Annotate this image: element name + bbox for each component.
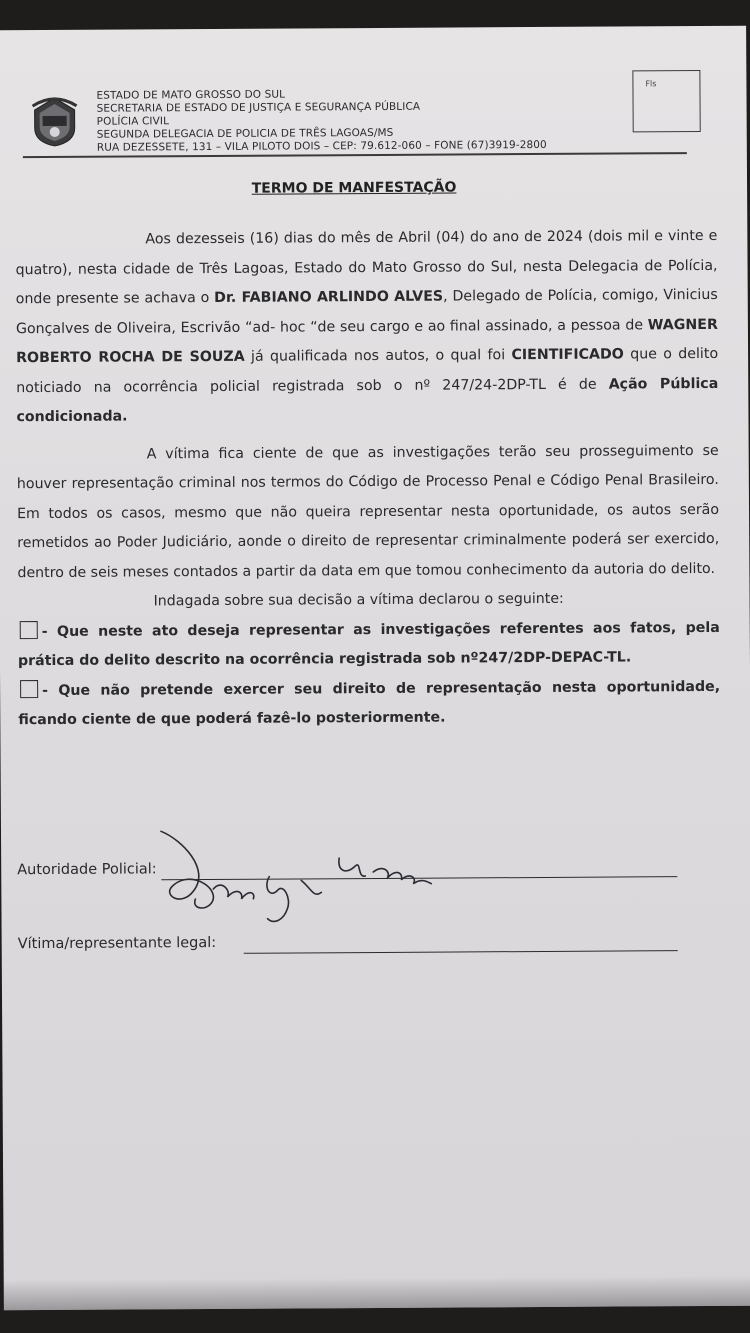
checkbox-not-represent[interactable] (20, 680, 38, 698)
fls-label: Fls (645, 79, 657, 89)
header-line-police: POLÍCIA CIVIL (96, 115, 170, 128)
header-line-address: RUA DEZESSETE, 131 – VILA PILOTO DOIS – CEP: 79.612-060 – FONE (67)3919-2800 (96, 138, 547, 154)
document-body (15, 222, 720, 736)
option-represent-text: - Que neste ato deseja representar as investigações referentes aos fatos, pela prática do delito descrito na ocorrência registrada sob nº247/2DP-DEPAC-TL. (17, 619, 720, 670)
paragraph-2: A vítima fica ciente de que as investigações terão seu prosseguimento se houver representação criminal nos termos do Código de Processo Penal e Código Penal Brasileiro. Em todos os casos, mesmo que não queira representar nesta oportunidade, os autos serão remetidos ao Poder Judiciário, aonde o direito de representar criminalmente poderá ser exercido, dentro de seis meses contados a partir da data em que tomou conhecimento da autoria do delito. (16, 442, 720, 581)
letterhead (96, 86, 656, 154)
document-page (0, 26, 750, 1311)
paper-shadow (4, 1276, 750, 1311)
paragraph-1 (15, 222, 718, 433)
p1-cientificado: CIENTIFICADO (511, 346, 624, 364)
victim-label: Vítima/representante legal: (17, 934, 217, 953)
fls-box (632, 70, 700, 132)
p1-text-e: já qualificada nos autos, o qual foi (244, 347, 512, 365)
p1-delegate-name: Dr. FABIANO ARLINDO ALVES (214, 288, 444, 306)
document-title: TERMO DE MANFESTAÇÃO (251, 179, 457, 197)
option-represent (18, 613, 720, 676)
p1-text-g: que o delito noticiado na ocorrência policial registrada sob o nº 247/24-2DP-TL é de (16, 345, 719, 396)
checkbox-represent[interactable] (20, 621, 38, 639)
p1-text-c: , Delegado de Polícia, comigo, Vinicius Gonçalves de Oliveira, Escrivão “ad- hoc “de seu cargo e ao final assinado, a pessoa de (15, 286, 718, 337)
header-line-state: ESTADO DE MATO GROSSO DO SUL (96, 88, 286, 102)
p1-person-name: WAGNER ROBERTO ROCHA DE SOUZA (16, 316, 718, 367)
option-not-represent-text: - Que não pretende exercer seu direito de representação nesta oportunidade, ficando ciente de que poderá fazê-lo posteriormente. (18, 678, 721, 729)
question-text: Indagada sobre sua decisão a vítima declarou o seguinte: (153, 590, 564, 610)
p1-action-type: Ação Pública condicionada. (16, 375, 719, 426)
header-line-delegacia: SEGUNDA DELEGACIA DE POLICIA DE TRÊS LAGOAS/MS (96, 126, 394, 141)
handwritten-signature (151, 827, 492, 929)
header-line-secretariat: SECRETARIA DE ESTADO DE JUSTIÇA E SEGURANÇA PÚBLICA (96, 100, 421, 115)
p1-text-a: Aos dezesseis (16) dias do mês de Abril (04) do ano de 2024 (dois mil e vinte e quatro), nesta cidade de Três Lagoas, Estado do Mato Grosso do Sul, nesta Delegacia de Polícia, onde presente se achava o (15, 227, 718, 308)
option-not-represent (18, 672, 720, 735)
authority-label: Autoridade Policial: (17, 861, 157, 879)
police-seal-icon (28, 92, 80, 148)
victim-signature-line (244, 950, 678, 954)
